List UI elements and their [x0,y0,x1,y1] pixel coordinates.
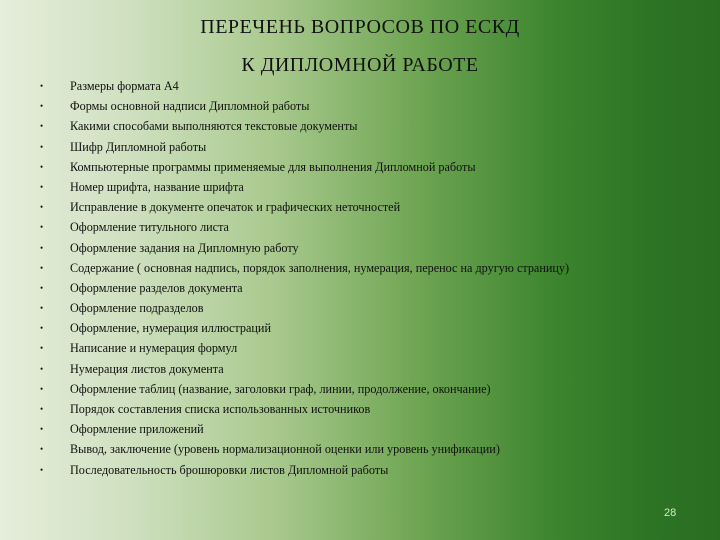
bullet-icon: • [40,202,44,213]
list-item-text: Нумерация листов документа [70,361,224,376]
list-item-text: Номер шрифта, название шрифта [70,179,244,194]
list-item [40,197,710,217]
bullet-icon: • [40,424,44,435]
list-item-text: Порядок составления списка использованных источников [70,402,371,416]
bullet-icon: • [40,222,44,233]
list-item [40,460,710,480]
list-item [40,217,710,237]
list-item-text: Оформление разделов документа [70,280,243,295]
list-item [40,439,710,459]
list-item-text: Шифр Дипломной работы [70,139,207,154]
slide-title-line-1: ПЕРЕЧЕНЬ ВОПРОСОВ ПО ЕСКД [200,16,520,38]
list-item [40,157,710,177]
bullet-icon: • [40,343,44,354]
bullet-icon: • [40,141,44,152]
list-item [40,116,710,136]
question-list [40,76,710,480]
bullet-icon: • [40,303,44,314]
list-item-text: Последовательность брошюровки листов Дипломной работы [70,462,389,477]
list-item [40,318,710,338]
page-number: 28 [664,507,677,519]
bullet-icon: • [40,363,44,374]
list-item [40,419,710,439]
list-item-text: Оформление подразделов [70,301,204,316]
list-item-text: Какими способами выполняются текстовые документы [70,119,358,134]
list-item [40,338,710,358]
bullet-icon: • [40,161,44,172]
slide-title-line-2: К ДИПЛОМНОЙ РАБОТЕ [241,54,479,76]
list-item [40,258,710,278]
list-item [40,399,710,419]
bullet-icon: • [40,101,44,112]
list-item-text: Оформление титульного листа [70,220,229,235]
list-item [40,359,710,379]
list-item [40,177,710,197]
bullet-icon: • [40,444,44,455]
bullet-icon: • [40,81,44,91]
list-item-text: Оформление приложений [70,422,204,437]
bullet-icon: • [40,262,44,273]
list-item-text: Размеры формата А4 [70,79,179,93]
bullet-icon: • [40,404,44,414]
list-item-text: Оформление таблиц (название, заголовки граф, линии, продолжение, окончание) [70,381,491,396]
list-item [40,278,710,298]
list-item-text: Вывод, заключение (уровень нормализационной оценки или уровень унификации) [70,442,500,457]
list-item-text: Содержание ( основная надпись, порядок заполнения, нумерация, перенос на другую страницу) [70,260,570,275]
list-item-text: Написание и нумерация формул [70,341,238,356]
list-item [40,76,710,96]
bullet-icon: • [40,282,44,293]
list-item-text: Оформление задания на Дипломную работу [70,240,299,255]
list-item [40,96,710,116]
list-item [40,137,710,157]
bullet-icon: • [40,383,44,394]
list-item-text: Исправление в документе опечаток и графических неточностей [70,200,401,215]
bullet-icon: • [40,242,44,253]
list-item [40,379,710,399]
list-item [40,238,710,258]
bullet-icon: • [40,323,44,334]
bullet-icon: • [40,181,44,192]
list-item [40,298,710,318]
list-item-text: Формы основной надписи Дипломной работы [70,99,310,114]
list-item-text: Компьютерные программы применяемые для выполнения Дипломной работы [70,159,476,174]
bullet-icon: • [40,464,44,475]
bullet-icon: • [40,121,44,132]
list-item-text: Оформление, нумерация иллюстраций [70,321,271,336]
